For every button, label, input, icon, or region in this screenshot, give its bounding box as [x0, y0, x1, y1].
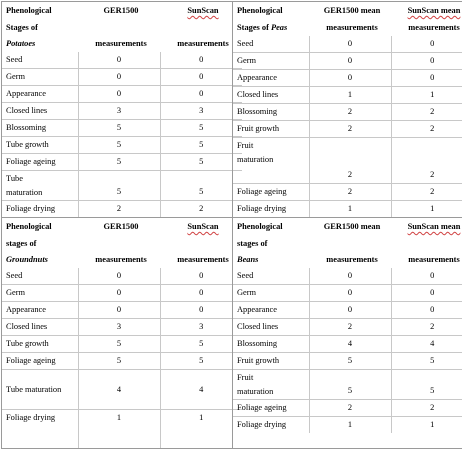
- table-row: Appearance 0 0: [2, 86, 242, 103]
- beans-ger-sub: measurements: [309, 252, 391, 268]
- table-row: Seed 0 0: [233, 36, 462, 53]
- potatoes-ger-sub: measurements: [78, 36, 160, 52]
- table-row: Foliage ageing 2 2: [233, 400, 462, 417]
- peas-sun-sub: measurements: [391, 20, 462, 36]
- table-row: Foliage drying 1 1: [2, 410, 242, 448]
- peas-ger-title: GER1500 mean: [309, 2, 391, 20]
- beans-quadrant: [233, 218, 462, 449]
- peas-stage-header-line2: Stages of: [237, 23, 269, 32]
- table-row: Fruit growth 5 5: [233, 353, 462, 370]
- table-row: Foliage drying 2 2: [2, 201, 242, 218]
- groundnuts-stage-header-line2: stages of: [2, 236, 78, 252]
- table-row: Foliage ageing 5 5: [2, 353, 242, 370]
- table-row: Appearance 0 0: [2, 302, 242, 319]
- table-row: Tube maturation 4 4: [2, 370, 242, 410]
- beans-ger-title: GER1500 mean: [309, 218, 391, 236]
- table-row: Foliage ageing 2 2: [233, 184, 462, 201]
- peas-stage-header-line1: Phenological: [233, 2, 309, 20]
- beans-sun-title: SunScan mean: [391, 218, 462, 236]
- table-row: Tube maturation 5 5: [2, 171, 242, 201]
- groundnuts-crop-name: Groundnuts: [2, 252, 78, 268]
- peas-ger-sub: measurements: [309, 20, 391, 36]
- peas-sun-title: SunScan mean: [391, 2, 462, 20]
- groundnuts-sun-sub: measurements: [160, 252, 242, 268]
- beans-stage-header-line2: stages of: [233, 236, 309, 252]
- table-row: Blossoming 2 2: [233, 104, 462, 121]
- table-row: Seed 0 0: [2, 52, 242, 69]
- table-row: Fruit maturation 5 5: [233, 370, 462, 400]
- table-row: Germ 0 0: [2, 69, 242, 86]
- table-row: Germ 0 0: [2, 285, 242, 302]
- table-row: Fruit maturation 2 2: [233, 138, 462, 184]
- table-row: Appearance 0 0: [233, 302, 462, 319]
- table-row: Germ 0 0: [233, 285, 462, 302]
- table-row: Fruit growth 2 2: [233, 121, 462, 138]
- table-row: Closed lines 3 3: [2, 103, 242, 120]
- potatoes-sun-sub: measurements: [160, 36, 242, 52]
- table-row: Tube growth 5 5: [2, 336, 242, 353]
- groundnuts-stage-header-line1: Phenological: [2, 218, 78, 236]
- groundnuts-ger-sub: measurements: [78, 252, 160, 268]
- beans-stage-header-line1: Phenological: [233, 218, 309, 236]
- table-row: Blossoming 4 4: [233, 336, 462, 353]
- table-row: Tube growth 5 5: [2, 137, 242, 154]
- peas-quadrant: [233, 2, 462, 218]
- table-row: Germ 0 0: [233, 53, 462, 70]
- table-row: Closed lines 2 2: [233, 319, 462, 336]
- potatoes-stage-header-line1: Phenological: [2, 2, 78, 20]
- table-row: Foliage drying 1 1: [233, 417, 462, 434]
- table-row: Seed 0 0: [2, 268, 242, 285]
- potatoes-quadrant: [2, 2, 233, 218]
- groundnuts-sun-title: SunScan: [160, 218, 242, 236]
- phenology-table: [1, 1, 462, 449]
- potatoes-sun-title: SunScan: [160, 2, 242, 20]
- table-row: Closed lines 3 3: [2, 319, 242, 336]
- potatoes-ger-title: GER1500: [78, 2, 160, 20]
- table-row: Blossoming 5 5: [2, 120, 242, 137]
- peas-crop-name: Peas: [271, 23, 287, 32]
- table-row: Seed 0 0: [233, 268, 462, 285]
- groundnuts-ger-title: GER1500: [78, 218, 160, 236]
- potatoes-crop-name: Potatoes: [2, 36, 78, 52]
- table-row: Appearance 0 0: [233, 70, 462, 87]
- table-row: Foliage ageing 5 5: [2, 154, 242, 171]
- table-row: Foliage drying 1 1: [233, 201, 462, 218]
- beans-crop-name: Beans: [233, 252, 309, 268]
- groundnuts-quadrant: [2, 218, 233, 449]
- beans-sun-sub: measurements: [391, 252, 462, 268]
- table-row: Closed lines 1 1: [233, 87, 462, 104]
- potatoes-stage-header-line2: Stages of: [2, 20, 78, 36]
